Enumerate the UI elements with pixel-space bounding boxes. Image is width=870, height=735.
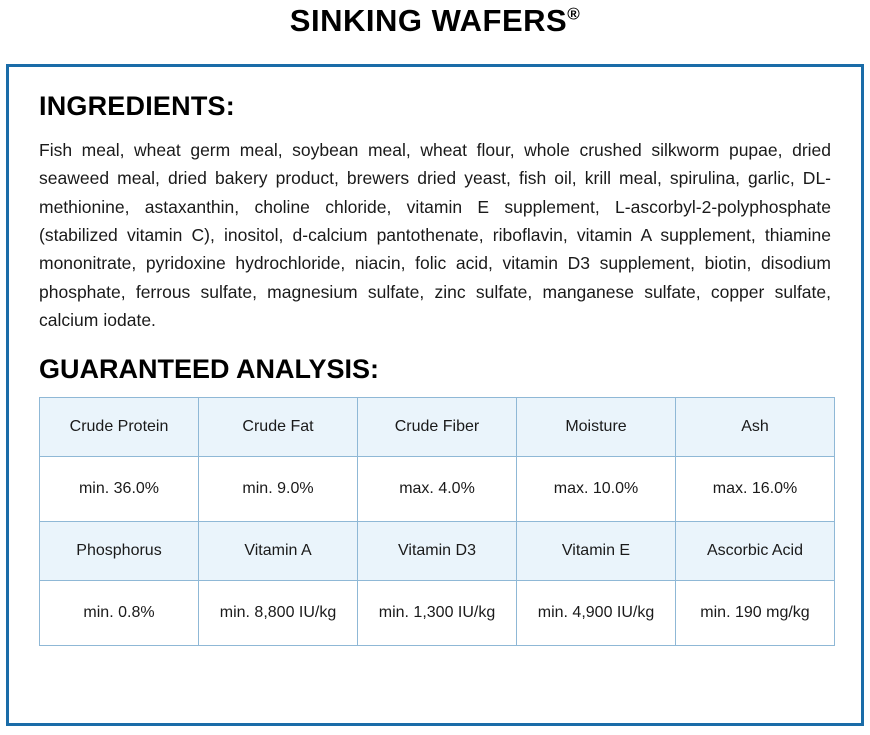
table-value-cell: min. 4,900 IU/kg xyxy=(517,581,676,646)
table-value-cell: min. 1,300 IU/kg xyxy=(358,581,517,646)
guaranteed-analysis-table xyxy=(39,397,835,646)
table-header-cell: Vitamin A xyxy=(199,522,358,581)
ingredients-body: Fish meal, wheat germ meal, soybean meal, wheat flour, whole crushed silkworm pupae, dried seaweed meal, dried bakery product, brewers dried yeast, fish oil, krill meal, spirulina, garlic, DL-methionine, astaxanthin, choline chloride, vitamin E supplement, L-ascorbyl-2-polyphosphate (stabilized vitamin C), inositol, d-calcium pantothenate, riboflavin, vitamin A supplement, thiamine mononitrate, pyridoxine hydrochloride, niacin, folic acid, vitamin D3 supplement, biotin, disodium phosphate, ferrous sulfate, magnesium sulfate, zinc sulfate, manganese sulfate, copper sulfate, calcium iodate. xyxy=(39,140,831,331)
table-value-cell: min. 190 mg/kg xyxy=(676,581,835,646)
table-value-cell: min. 8,800 IU/kg xyxy=(199,581,358,646)
product-name: SINKING WAFERS xyxy=(289,3,568,38)
guaranteed-analysis-heading: GUARANTEED ANALYSIS: xyxy=(39,354,380,385)
registered-trademark-symbol: ® xyxy=(567,4,581,24)
page-title xyxy=(0,0,870,48)
info-panel xyxy=(6,64,864,726)
table-header-cell: Crude Fat xyxy=(199,398,358,457)
table-header-cell: Vitamin D3 xyxy=(358,522,517,581)
table-header-cell: Ascorbic Acid xyxy=(676,522,835,581)
table-row xyxy=(40,457,835,522)
table-value-cell: max. 10.0% xyxy=(517,457,676,522)
table-header-cell: Moisture xyxy=(517,398,676,457)
table-header-cell: Crude Protein xyxy=(40,398,199,457)
table-value-cell: min. 36.0% xyxy=(40,457,199,522)
table-row xyxy=(40,398,835,457)
table-header-cell: Ash xyxy=(676,398,835,457)
table-value-cell: max. 16.0% xyxy=(676,457,835,522)
table-row xyxy=(40,522,835,581)
table-value-cell: min. 9.0% xyxy=(199,457,358,522)
table-value-cell: max. 4.0% xyxy=(358,457,517,522)
ingredients-heading: INGREDIENTS: xyxy=(39,91,235,121)
table-header-cell: Phosphorus xyxy=(40,522,199,581)
table-header-cell: Crude Fiber xyxy=(358,398,517,457)
table-row xyxy=(40,581,835,646)
table-value-cell: min. 0.8% xyxy=(40,581,199,646)
table-header-cell: Vitamin E xyxy=(517,522,676,581)
